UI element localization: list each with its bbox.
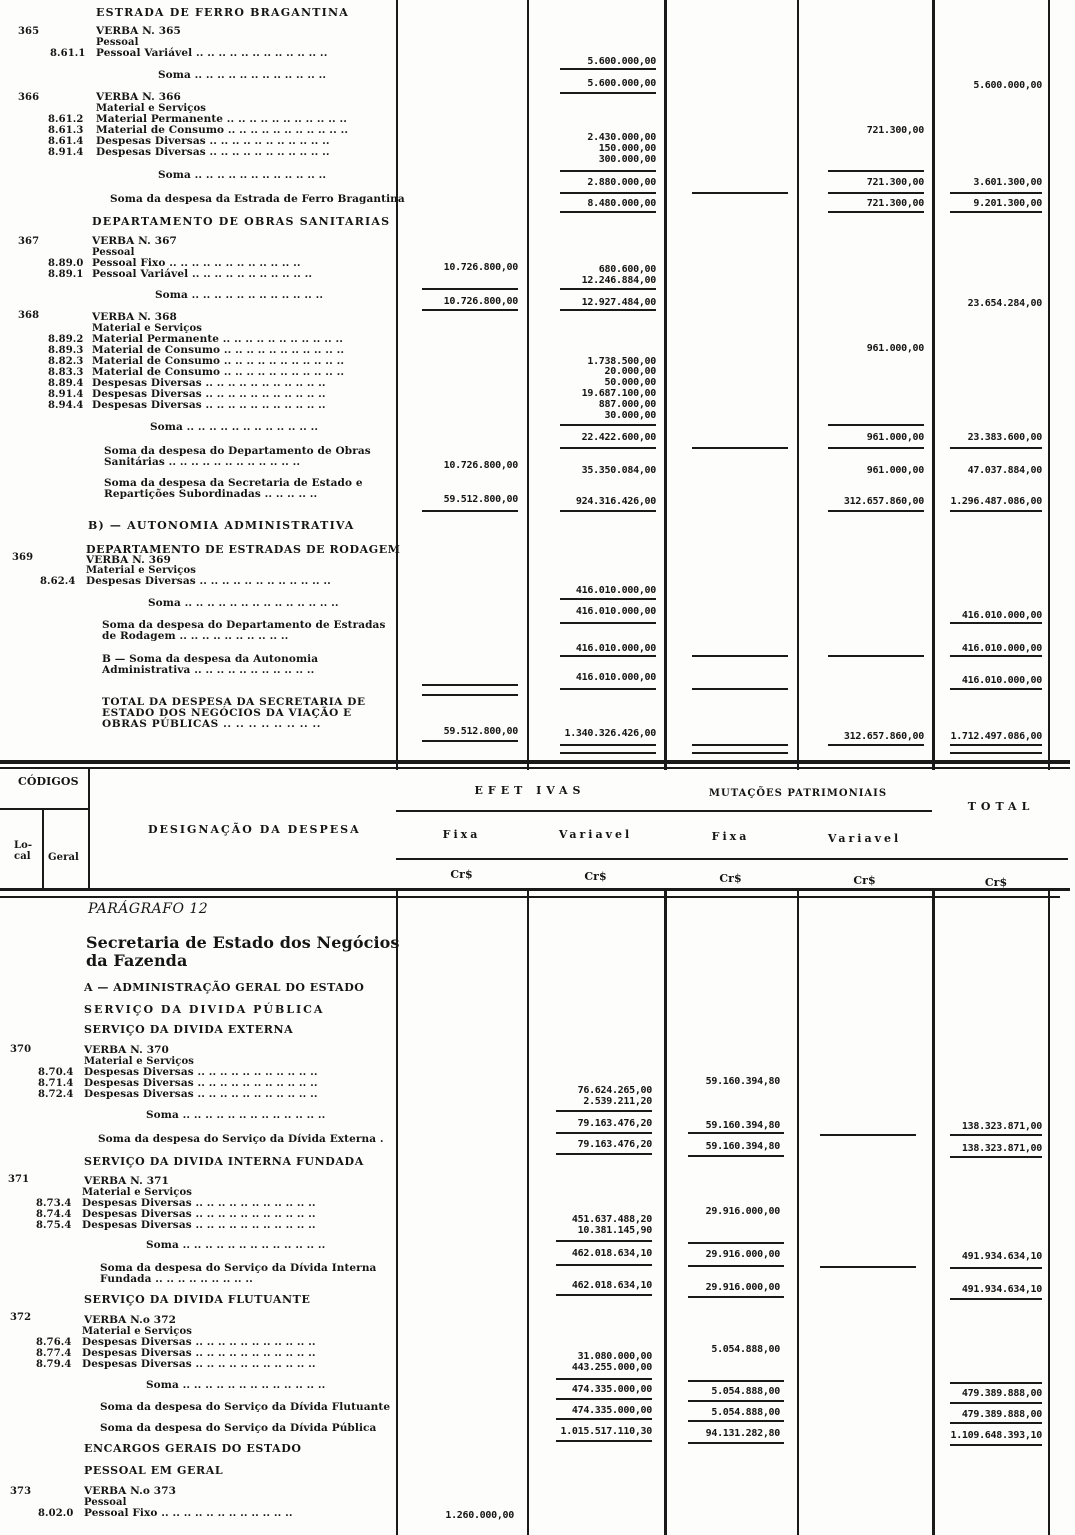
row-label: Despesas Diversas .. .. .. .. .. .. .. .. .. .. .. — [92, 377, 326, 389]
row-label: Despesas Diversas .. .. .. .. .. .. .. .. .. .. .. — [84, 1066, 318, 1078]
verba-code: 368 — [18, 310, 40, 321]
verba-sub: Pessoal — [96, 37, 139, 48]
verba-sub: Material e Serviços — [86, 565, 196, 576]
soma-label: Soma .. .. .. .. .. .. .. .. .. .. .. .. .. — [146, 1379, 326, 1391]
verba-code: 371 — [8, 1174, 30, 1185]
sum-rule — [828, 211, 924, 213]
value-variavel: 35.350.084,00 — [581, 465, 656, 476]
sum-rule — [692, 447, 788, 449]
verba-sub: Material e Serviços — [92, 323, 202, 334]
value-variavel: 12.246.884,00 — [581, 275, 656, 286]
value-total: 23.654.284,00 — [967, 298, 1042, 309]
value-variavel: 22.422.600,00 — [581, 432, 656, 443]
row-label: Material Permanente .. .. .. .. .. .. .. .. .. .. .. — [92, 333, 343, 345]
sum-rule — [950, 688, 1042, 690]
sum-rule — [692, 744, 788, 746]
sum-rule — [556, 1418, 652, 1420]
value-variavel: 1.340.326.426,00 — [564, 728, 656, 739]
sum-rule — [828, 447, 924, 449]
value-mut-fixa: 5.054.888,00 — [711, 1344, 780, 1355]
sum-rule — [688, 1420, 784, 1422]
value-variavel: 5.600.000,00 — [587, 78, 656, 89]
header-total: TOTAL — [967, 800, 1035, 813]
sum-rule — [688, 1296, 784, 1298]
value-variavel: 474.335.000,00 — [571, 1384, 652, 1395]
value-mut-var: 721.300,00 — [866, 125, 924, 136]
soma-label: Soma .. .. .. .. .. .. .. .. .. .. .. .. .. — [146, 1109, 326, 1121]
sum-rule — [560, 424, 656, 426]
row-label: Pessoal Fixo .. .. .. .. .. .. .. .. .. .. .. .. — [92, 257, 301, 269]
verba-code: 373 — [10, 1486, 32, 1497]
sum-rule — [560, 211, 656, 213]
header-codigos: CÓDIGOS — [18, 775, 79, 788]
row-code: 8.89.4 — [48, 378, 84, 389]
verba-code: 370 — [10, 1044, 32, 1055]
soma-label: Soma .. .. .. .. .. .. .. .. .. .. .. .. — [158, 69, 327, 81]
header-rule — [42, 808, 44, 888]
value-variavel: 19.687.100,00 — [581, 388, 656, 399]
paragraph-heading: PARÁGRAFO 12 — [88, 901, 209, 917]
section-title: B) — AUTONOMIA ADMINISTRATIVA — [88, 519, 355, 532]
row-label: Material Permanente .. .. .. .. .. .. .. .. .. .. .. — [96, 113, 347, 125]
verba-title: VERBA N.o 373 — [84, 1485, 177, 1497]
sum-rule — [688, 1400, 784, 1402]
verba-sub: Material e Serviços — [84, 1056, 194, 1067]
header-currency: Cr$ — [450, 868, 473, 881]
row-code: 8.91.4 — [48, 147, 84, 158]
value-fixa: 10.726.800,00 — [443, 296, 518, 307]
section-title: DEPARTAMENTO DE OBRAS SANITARIAS — [92, 215, 391, 228]
value-total: 479.389.888,00 — [961, 1409, 1042, 1420]
header-local: Lo-cal — [14, 840, 33, 862]
row-label: Despesas Diversas .. .. .. .. .. .. .. .. .. .. .. — [84, 1077, 318, 1089]
value-mut-var: 961.000,00 — [866, 432, 924, 443]
row-label: Material de Consumo .. .. .. .. .. .. .. .. .. .. .. — [92, 366, 345, 378]
row-code: 8.89.1 — [48, 269, 84, 280]
value-total: 138.323.871,00 — [961, 1143, 1042, 1154]
value-variavel: 416.010.000,00 — [575, 585, 656, 596]
value-variavel: 2.539.211,20 — [583, 1096, 652, 1107]
row-label: Despesas Diversas .. .. .. .. .. .. .. .. .. .. .. — [96, 146, 330, 158]
sum-rule — [828, 510, 924, 512]
row-code: 8.70.4 — [38, 1067, 74, 1078]
soma-label: Soma .. .. .. .. .. .. .. .. .. .. .. .. .. — [146, 1239, 326, 1251]
sum-rule — [556, 1294, 652, 1296]
sum-rule — [950, 1382, 1042, 1384]
sum-rule — [422, 510, 518, 512]
soma-label: Soma da despesa do Serviço da Dívida Flutuante — [100, 1401, 391, 1413]
header-designacao: DESIGNAÇÃO DA DESPESA — [148, 823, 361, 836]
sum-rule — [828, 192, 924, 194]
sum-rule — [556, 1240, 652, 1242]
sum-rule — [688, 1242, 784, 1244]
value-variavel: 50.000,00 — [604, 377, 656, 388]
row-label: Despesas Diversas .. .. .. .. .. .. .. .. .. .. .. .. — [86, 575, 331, 587]
value-total: 47.037.884,00 — [967, 465, 1042, 476]
verba-title: VERBA N. 366 — [96, 91, 181, 103]
sum-rule — [950, 1444, 1042, 1446]
value-mut-fixa: 59.160.394,80 — [705, 1076, 780, 1087]
sum-rule — [950, 622, 1042, 624]
header-currency: Cr$ — [853, 874, 876, 887]
sum-rule — [828, 170, 924, 172]
row-code: 8.79.4 — [36, 1359, 72, 1370]
header-currency: Cr$ — [984, 876, 1008, 889]
soma-label: Soma .. .. .. .. .. .. .. .. .. .. .. .. .. .. — [148, 597, 339, 609]
value-variavel: 462.018.634,10 — [571, 1248, 652, 1259]
verba-sub: Material e Serviços — [82, 1326, 192, 1337]
section-title: SERVIÇO DA DIVIDA FLUTUANTE — [84, 1293, 311, 1306]
row-label: Despesas Diversas .. .. .. .. .. .. .. .. .. .. .. — [92, 399, 326, 411]
header-mutacoes: MUTAÇÕES PATRIMONIAIS — [708, 788, 888, 799]
verba-title: VERBA N. 369 — [86, 554, 171, 566]
row-label: Despesas Diversas .. .. .. .. .. .. .. .. .. .. .. — [82, 1208, 316, 1220]
soma-label: B — Soma da despesa da Autonomia Administrativa .. .. .. .. .. .. .. .. .. .. .. — [102, 653, 319, 676]
row-code: 8.71.4 — [38, 1078, 74, 1089]
row-label: Despesas Diversas .. .. .. .. .. .. .. .. .. .. .. — [82, 1347, 316, 1359]
value-variavel: 76.624.265,00 — [577, 1085, 652, 1096]
sum-rule — [560, 288, 656, 290]
row-code: 8.61.4 — [48, 136, 84, 147]
sum-rule — [820, 1266, 916, 1268]
value-mut-fixa: 29.916.000,00 — [705, 1249, 780, 1260]
sum-rule — [828, 655, 924, 657]
value-mut-var: 721.300,00 — [866, 198, 924, 209]
sum-rule — [560, 688, 656, 690]
section-title: SERVIÇO DA DIVIDA EXTERNA — [84, 1023, 294, 1036]
value-fixa: 1.260.000,00 — [445, 1510, 514, 1521]
value-variavel: 1.738.500,00 — [587, 356, 656, 367]
header-fixa-mut: Fixa — [711, 830, 750, 843]
row-label: Despesas Diversas .. .. .. .. .. .. .. .. .. .. .. — [82, 1336, 316, 1348]
value-variavel: 887.000,00 — [598, 399, 656, 410]
value-total: 479.389.888,00 — [961, 1388, 1042, 1399]
row-code: 8.74.4 — [36, 1209, 72, 1220]
sum-rule — [692, 752, 788, 754]
row-code: 8.61.1 — [50, 48, 86, 59]
total-label: TOTAL DA DESPESA DA SECRETARIA DE ESTADO DOS NEGÓCIOS DA VIAÇÃO E OBRAS PÚBLICAS .. .. .. .. .. .. .. .. — [102, 696, 366, 730]
row-code: 8.73.4 — [36, 1198, 72, 1209]
value-variavel: 924.316.426,00 — [575, 496, 656, 507]
value-variavel: 1.015.517.110,30 — [560, 1426, 652, 1437]
value-mut-fixa: 59.160.394,80 — [705, 1120, 780, 1131]
row-code: 8.89.3 — [48, 345, 84, 356]
sum-rule — [950, 1267, 1042, 1269]
value-variavel: 2.880.000,00 — [587, 177, 656, 188]
sum-rule — [950, 1422, 1042, 1424]
row-label: Pessoal Fixo .. .. .. .. .. .. .. .. .. .. .. .. — [84, 1507, 293, 1519]
value-mut-var: 961.000,00 — [866, 343, 924, 354]
sum-rule — [950, 1298, 1042, 1300]
section-title: SERVIÇO DA DIVIDA PÚBLICA — [84, 1003, 325, 1016]
row-code: 8.61.3 — [48, 125, 84, 136]
sum-rule — [828, 744, 924, 746]
value-variavel: 416.010.000,00 — [575, 606, 656, 617]
value-mut-fixa: 5.054.888,00 — [711, 1386, 780, 1397]
value-mut-var: 721.300,00 — [866, 177, 924, 188]
sum-rule — [950, 1134, 1042, 1136]
sum-rule — [950, 744, 1042, 746]
header-variavel: Variavel — [558, 828, 633, 841]
value-total: 5.600.000,00 — [973, 80, 1042, 91]
row-code: 8.62.4 — [40, 576, 76, 587]
sum-rule — [560, 92, 656, 94]
value-total: 1.712.497.086,00 — [950, 731, 1042, 742]
row-label: Despesas Diversas .. .. .. .. .. .. .. .. .. .. .. — [84, 1088, 318, 1100]
soma-label: Soma da despesa do Serviço da Dívida Interna Fundada .. .. .. .. .. .. .. .. .. — [100, 1262, 377, 1285]
value-variavel: 443.255.000,00 — [571, 1362, 652, 1373]
verba-title: VERBA N. 370 — [84, 1044, 169, 1056]
value-mut-fixa: 29.916.000,00 — [705, 1206, 780, 1217]
verba-code: 372 — [10, 1312, 32, 1323]
sum-rule — [556, 1132, 652, 1134]
sum-rule — [828, 424, 924, 426]
sum-rule — [950, 655, 1042, 657]
value-mut-fixa: 5.054.888,00 — [711, 1407, 780, 1418]
sum-rule — [556, 1440, 652, 1442]
verba-sub: Material e Serviços — [82, 1187, 192, 1198]
row-label: Despesas Diversas .. .. .. .. .. .. .. .. .. .. .. — [82, 1197, 316, 1209]
value-mut-var: 961.000,00 — [866, 465, 924, 476]
verba-title: VERBA N. 371 — [84, 1175, 169, 1187]
value-variavel: 416.010.000,00 — [575, 643, 656, 654]
sum-rule — [560, 510, 656, 512]
header-variavel-mut: Variavel — [827, 832, 902, 845]
sum-rule — [688, 1442, 784, 1444]
value-variavel: 79.163.476,20 — [577, 1139, 652, 1150]
sum-rule — [556, 1398, 652, 1400]
row-code: 8.61.2 — [48, 114, 84, 125]
verba-title: VERBA N. 365 — [96, 25, 181, 37]
sum-rule — [560, 655, 656, 657]
sum-rule — [560, 752, 656, 754]
value-variavel: 8.480.000,00 — [587, 198, 656, 209]
soma-label: Soma da despesa do Serviço da Dívida Pública — [100, 1422, 377, 1434]
sum-rule — [560, 309, 656, 311]
sum-rule — [820, 1134, 916, 1136]
sum-rule — [950, 752, 1042, 754]
row-label: Despesas Diversas .. .. .. .. .. .. .. .. .. .. .. — [96, 135, 330, 147]
header-rule — [0, 888, 1070, 891]
value-fixa: 10.726.800,00 — [443, 262, 518, 273]
sum-rule — [560, 744, 656, 746]
value-variavel: 451.637.488,20 — [571, 1214, 652, 1225]
sum-rule — [688, 1155, 784, 1157]
sum-rule — [688, 1265, 784, 1267]
verba-code: 366 — [18, 92, 40, 103]
header-currency: Cr$ — [719, 872, 742, 885]
sum-rule — [692, 688, 788, 690]
value-variavel: 416.010.000,00 — [575, 672, 656, 683]
section-title: SERVIÇO DA DIVIDA INTERNA FUNDADA — [84, 1155, 364, 1168]
sum-rule — [950, 1156, 1042, 1158]
row-code: 8.02.0 — [38, 1508, 74, 1519]
row-code: 8.83.3 — [48, 367, 84, 378]
value-variavel: 31.080.000,00 — [577, 1351, 652, 1362]
value-total: 416.010.000,00 — [961, 610, 1042, 621]
value-mut-fixa: 94.131.282,80 — [705, 1428, 780, 1439]
section-title: ESTRADA DE FERRO BRAGANTINA — [96, 6, 350, 19]
row-label: Despesas Diversas .. .. .. .. .. .. .. .. .. .. .. — [82, 1219, 316, 1231]
row-code: 8.91.4 — [48, 389, 84, 400]
value-variavel: 5.600.000,00 — [587, 56, 656, 67]
soma-label: Soma .. .. .. .. .. .. .. .. .. .. .. .. — [150, 421, 319, 433]
value-mut-fixa: 59.160.394,80 — [705, 1141, 780, 1152]
sum-rule — [556, 1378, 652, 1380]
header-rule — [0, 896, 1060, 898]
value-total: 9.201.300,00 — [973, 198, 1042, 209]
header-top-rule — [0, 767, 1070, 769]
sum-rule — [688, 1380, 784, 1382]
row-code: 8.89.2 — [48, 334, 84, 345]
value-total: 23.383.600,00 — [967, 432, 1042, 443]
header-top-rule — [0, 760, 1070, 764]
verba-title: VERBA N.o 372 — [84, 1314, 177, 1326]
sum-rule — [422, 740, 518, 742]
soma-label: Soma da despesa do Departamento de Obras Sanitárias .. .. .. .. .. .. .. .. .. .. .. .. — [104, 445, 371, 468]
row-label: Pessoal Variável .. .. .. .. .. .. .. .. .. .. .. — [92, 268, 313, 280]
value-variavel: 20.000,00 — [604, 366, 656, 377]
sum-rule — [950, 1402, 1042, 1404]
sum-rule — [556, 1153, 652, 1155]
sum-rule — [560, 170, 656, 172]
value-variavel: 462.018.634,10 — [571, 1280, 652, 1291]
sum-rule — [556, 1264, 652, 1266]
section-title: ENCARGOS GERAIS DO ESTADO — [84, 1442, 302, 1455]
value-mut-var: 312.657.860,00 — [843, 731, 924, 742]
value-variavel: 30.000,00 — [604, 410, 656, 421]
header-rule — [88, 768, 90, 888]
value-mut-var: 312.657.860,00 — [843, 496, 924, 507]
value-total: 3.601.300,00 — [973, 177, 1042, 188]
sum-rule — [560, 598, 656, 600]
row-code: 8.89.0 — [48, 258, 84, 269]
value-fixa: 59.512.800,00 — [443, 726, 518, 737]
sum-rule — [560, 192, 656, 194]
section-title: A — ADMINISTRAÇÃO GERAL DO ESTADO — [84, 981, 365, 994]
header-rule — [396, 858, 1068, 860]
value-variavel: 79.163.476,20 — [577, 1118, 652, 1129]
sum-rule — [692, 192, 788, 194]
value-total: 491.934.634,10 — [961, 1284, 1042, 1295]
row-label: Material de Consumo .. .. .. .. .. .. .. .. .. .. .. — [92, 344, 345, 356]
verba-code: 369 — [12, 552, 34, 563]
section-title: DEPARTAMENTO DE ESTRADAS DE RODAGEM — [86, 543, 401, 556]
row-code: 8.75.4 — [36, 1220, 72, 1231]
sum-rule — [422, 684, 518, 686]
row-code: 8.76.4 — [36, 1337, 72, 1348]
sum-rule — [422, 694, 518, 696]
value-fixa: 59.512.800,00 — [443, 494, 518, 505]
verba-sub: Pessoal — [84, 1497, 127, 1508]
header-rule — [396, 810, 932, 812]
verba-title: VERBA N. 368 — [92, 311, 177, 323]
sum-rule — [688, 1132, 784, 1134]
sum-rule — [560, 447, 656, 449]
soma-label: Soma .. .. .. .. .. .. .. .. .. .. .. .. — [155, 289, 324, 301]
sum-rule — [422, 288, 518, 290]
header-rule — [0, 808, 88, 810]
sum-rule — [950, 510, 1042, 512]
sum-rule — [950, 192, 1042, 194]
soma-label: Soma da despesa da Estrada de Ferro Bragantina — [110, 193, 405, 205]
value-variavel: 10.381.145,90 — [577, 1225, 652, 1236]
row-label: Despesas Diversas .. .. .. .. .. .. .. .. .. .. .. — [82, 1358, 316, 1370]
value-total: 416.010.000,00 — [961, 643, 1042, 654]
value-total: 1.109.648.393,10 — [950, 1430, 1042, 1441]
value-total: 491.934.634,10 — [961, 1251, 1042, 1262]
value-variavel: 300.000,00 — [598, 154, 656, 165]
value-mut-fixa: 29.916.000,00 — [705, 1282, 780, 1293]
row-label: Pessoal Variável .. .. .. .. .. .. .. .. .. .. .. .. — [96, 47, 328, 59]
verba-sub: Material e Serviços — [96, 103, 206, 114]
row-code: 8.72.4 — [38, 1089, 74, 1100]
verba-code: 365 — [18, 26, 40, 37]
header-geral: Geral — [48, 852, 79, 863]
soma-label: Soma da despesa da Secretaria de Estado e Repartições Subordinadas .. .. .. .. .. — [104, 477, 363, 500]
value-variavel: 12.927.484,00 — [581, 297, 656, 308]
header-fixa: Fixa — [442, 828, 481, 841]
row-code: 8.82.3 — [48, 356, 84, 367]
row-code: 8.77.4 — [36, 1348, 72, 1359]
value-fixa: 10.726.800,00 — [443, 460, 518, 471]
verba-code: 367 — [18, 236, 40, 247]
verba-sub: Pessoal — [92, 247, 135, 258]
value-variavel: 680.600,00 — [598, 264, 656, 275]
sum-rule — [422, 309, 518, 311]
sum-rule — [556, 1110, 652, 1112]
sum-rule — [692, 655, 788, 657]
value-variavel: 2.430.000,00 — [587, 132, 656, 143]
row-label: Despesas Diversas .. .. .. .. .. .. .. .. .. .. .. — [92, 388, 326, 400]
sum-rule — [560, 68, 656, 70]
soma-label: Soma da despesa do Serviço da Dívida Externa . — [98, 1133, 384, 1145]
row-label: Material de Consumo .. .. .. .. .. .. .. .. .. .. .. — [92, 355, 345, 367]
value-total: 416.010.000,00 — [961, 675, 1042, 686]
sum-rule — [950, 211, 1042, 213]
soma-label: Soma da despesa do Departamento de Estradas de Rodagem .. .. .. .. .. .. .. .. .. .. — [102, 619, 386, 642]
section-title: PESSOAL EM GERAL — [84, 1464, 224, 1477]
sum-rule — [950, 447, 1042, 449]
header-efetivas: EFET IVAS — [474, 784, 586, 797]
header-currency: Cr$ — [584, 870, 607, 883]
soma-label: Soma .. .. .. .. .. .. .. .. .. .. .. .. — [158, 169, 327, 181]
verba-title: VERBA N. 367 — [92, 235, 177, 247]
sum-rule — [560, 622, 656, 624]
secretaria-heading: Secretaria de Estado dos Negócios da Fazenda — [86, 933, 400, 970]
row-label: Material de Consumo .. .. .. .. .. .. .. .. .. .. .. — [96, 124, 349, 136]
value-variavel: 474.335.000,00 — [571, 1405, 652, 1416]
value-variavel: 150.000,00 — [598, 143, 656, 154]
value-total: 1.296.487.086,00 — [950, 496, 1042, 507]
value-total: 138.323.871,00 — [961, 1121, 1042, 1132]
row-code: 8.94.4 — [48, 400, 84, 411]
